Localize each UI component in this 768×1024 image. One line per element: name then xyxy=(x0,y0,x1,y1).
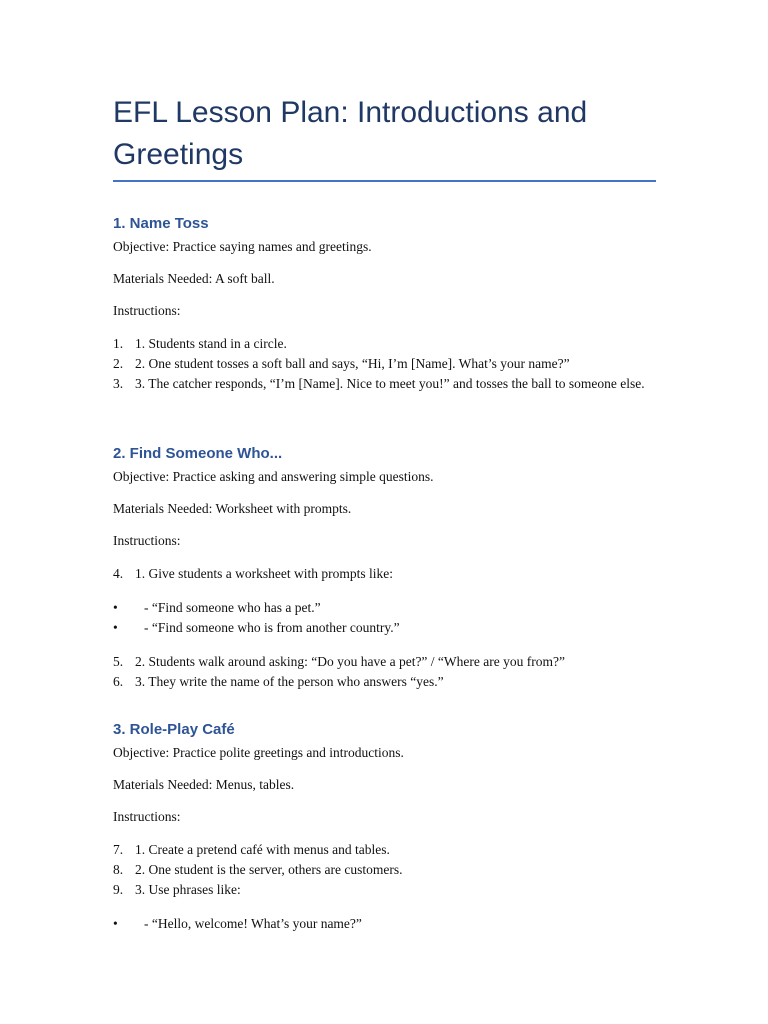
section-role-play-cafe xyxy=(113,720,656,948)
materials-text: Materials Needed: A soft ball. xyxy=(113,271,275,286)
list-item xyxy=(113,840,656,860)
instructions-list xyxy=(113,652,656,692)
list-number: 4. xyxy=(113,566,124,581)
objective-text: Objective: Practice polite greetings and introductions. xyxy=(113,745,404,760)
list-text: 2. One student is the server, others are customers. xyxy=(135,862,403,877)
bullet-list xyxy=(113,598,656,638)
list-text: 3. They write the name of the person who answers “yes.” xyxy=(135,674,444,689)
instructions-label: Instructions: xyxy=(113,533,181,548)
list-text: 2. Students walk around asking: “Do you have a pet?” / “Where are you from?” xyxy=(135,654,565,669)
bullet-icon: • xyxy=(113,620,118,635)
list-text: 1. Create a pretend café with menus and tables. xyxy=(135,842,390,857)
bullet-text: - “Find someone who is from another country.” xyxy=(144,620,400,635)
section-find-someone xyxy=(113,444,656,706)
objective-text: Objective: Practice saying names and greetings. xyxy=(113,239,372,254)
list-item xyxy=(113,672,656,692)
materials-text: Materials Needed: Worksheet with prompts. xyxy=(113,501,352,516)
list-text: 3. The catcher responds, “I’m [Name]. Nice to meet you!” and tosses the ball to someone else. xyxy=(135,376,645,391)
list-number: 5. xyxy=(113,654,124,669)
list-item xyxy=(113,374,656,394)
list-number: 9. xyxy=(113,882,124,897)
objective-text: Objective: Practice asking and answering simple questions. xyxy=(113,469,434,484)
instructions-list xyxy=(113,840,656,900)
list-number: 6. xyxy=(113,674,124,689)
list-number: 8. xyxy=(113,862,124,877)
section-heading: 2. Find Someone Who... xyxy=(113,445,283,462)
instructions-label: Instructions: xyxy=(113,809,181,824)
instructions-label: Instructions: xyxy=(113,303,181,318)
list-number: 7. xyxy=(113,842,124,857)
list-item xyxy=(113,564,656,584)
bullet-item xyxy=(113,618,656,638)
bullet-text: - “Find someone who has a pet.” xyxy=(144,600,321,615)
list-item xyxy=(113,880,656,900)
document-title: EFL Lesson Plan: Introductions and Greetings xyxy=(113,96,588,171)
bullet-text: - “Hello, welcome! What’s your name?” xyxy=(144,916,362,931)
list-text: 1. Give students a worksheet with prompts like: xyxy=(135,566,393,581)
section-heading: 3. Role-Play Café xyxy=(113,721,235,738)
list-number: 1. xyxy=(113,336,124,351)
list-text: 2. One student tosses a soft ball and says, “Hi, I’m [Name]. What’s your name?” xyxy=(135,356,570,371)
section-name-toss xyxy=(113,214,656,408)
title-divider xyxy=(113,180,656,182)
bullet-icon: • xyxy=(113,916,118,931)
bullet-icon: • xyxy=(113,600,118,615)
list-text: 1. Students stand in a circle. xyxy=(135,336,287,351)
instructions-list xyxy=(113,564,656,584)
section-heading: 1. Name Toss xyxy=(113,215,209,232)
list-item xyxy=(113,334,656,354)
bullet-item xyxy=(113,598,656,618)
instructions-list xyxy=(113,334,656,394)
list-number: 2. xyxy=(113,356,124,371)
materials-text: Materials Needed: Menus, tables. xyxy=(113,777,295,792)
bullet-item xyxy=(113,914,656,934)
list-number: 3. xyxy=(113,376,124,391)
list-item xyxy=(113,354,656,374)
list-item xyxy=(113,860,656,880)
bullet-list xyxy=(113,914,656,934)
list-item xyxy=(113,652,656,672)
list-text: 3. Use phrases like: xyxy=(135,882,241,897)
